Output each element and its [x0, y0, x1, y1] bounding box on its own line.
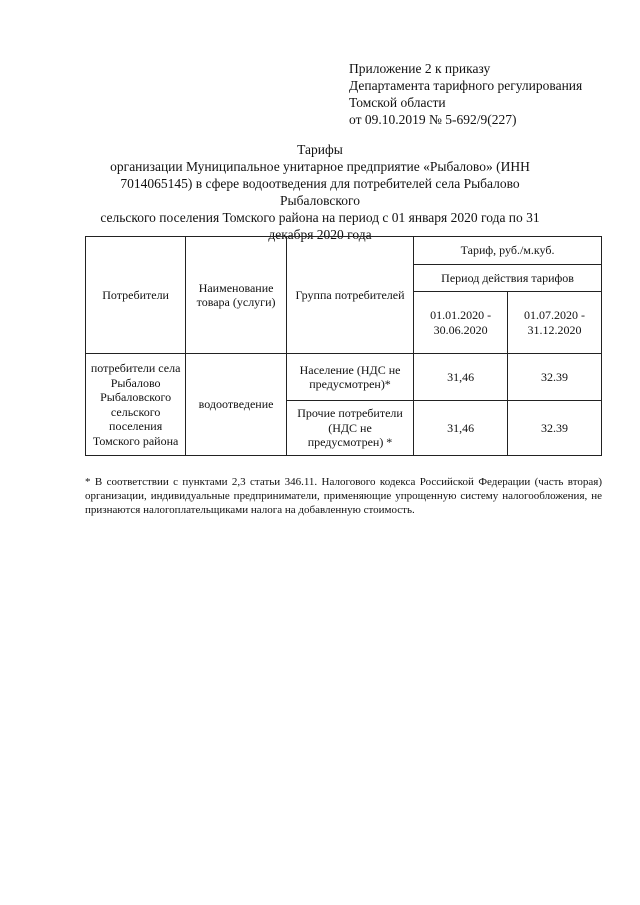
header-period: Период действия тарифов	[414, 265, 602, 292]
cell-consumers: потребители села Рыбалово Рыбаловского сельского поселения Томского района	[86, 354, 186, 456]
footnote: * В соответствии с пунктами 2,3 статьи 346.11. Налогового кодекса Российской Федерации (часть вторая) организации, индивидуальные предприниматели, применяющие упрощенную систему налогообложения, не признаются налогоплательщиками налога на добавленную стоимость.	[85, 476, 602, 516]
appendix-line-4: от 09.10.2019 № 5-692/9(227)	[349, 112, 517, 127]
cell-product: водоотведение	[186, 354, 287, 456]
cell-group: Прочие потребители (НДС не предусмотрен) *	[286, 401, 413, 456]
title-line-1: организации Муниципальное унитарное предприятие «Рыбалово» (ИНН	[110, 159, 530, 174]
appendix-line-2: Департамента тарифного регулирования	[349, 78, 583, 93]
appendix-line-1: Приложение 2 к приказу	[349, 61, 491, 76]
appendix-block	[349, 60, 582, 128]
cell-value: 31,46	[414, 401, 508, 456]
header-consumers: Потребители	[86, 237, 186, 354]
header-period-1: 01.01.2020 - 30.06.2020	[414, 292, 508, 354]
header-row-1	[86, 237, 602, 265]
title-line-3: сельского поселения Томского района на период с 01 января 2020 года по 31	[100, 210, 540, 225]
header-period-2: 01.07.2020 - 31.12.2020	[508, 292, 602, 354]
title-line-2: 7014065145) в сфере водоотведения для потребителей села Рыбалово Рыбаловского	[120, 176, 520, 208]
tariff-table	[85, 236, 602, 456]
cell-group: Население (НДС не предусмотрен)*	[286, 354, 413, 401]
document-title	[80, 141, 560, 243]
cell-value: 32.39	[508, 401, 602, 456]
table-row	[86, 354, 602, 401]
title-heading: Тарифы	[297, 142, 343, 157]
header-product: Наименование товара (услуги)	[186, 237, 287, 354]
title-line-4: декабря 2020 года	[268, 227, 372, 242]
appendix-line-3: Томской области	[349, 95, 446, 110]
cell-value: 31,46	[414, 354, 508, 401]
header-tariff: Тариф, руб./м.куб.	[414, 237, 602, 265]
header-group: Группа потребителей	[286, 237, 413, 354]
cell-value: 32.39	[508, 354, 602, 401]
